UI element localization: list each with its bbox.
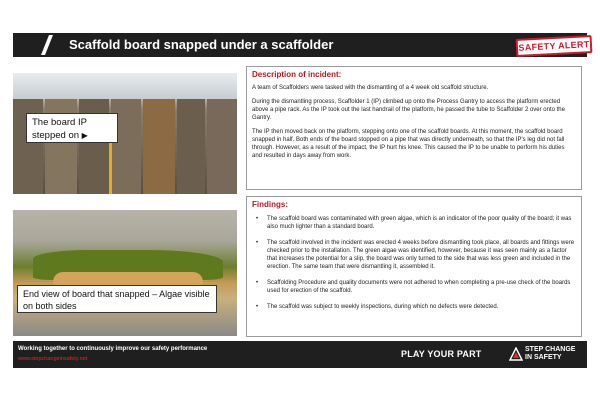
page-title: Scaffold board snapped under a scaffolder bbox=[69, 37, 334, 52]
finding-item: • Scaffolding Procedure and quality documents were not adhered to when completing a pre-use check of the boards used for erection of the scaffold. bbox=[252, 279, 575, 295]
arrow-right-icon: ▶ bbox=[81, 131, 88, 140]
description-paragraph: During the dismantling process, Scaffolder 1 (IP) climbed up onto the Process Gantry to access the platform erected above a pipe rack. As the IP took out the last handrail of the platform, he passed the tube to Scaffolder 2 over onto the Gantry. bbox=[252, 99, 565, 121]
incident-description-panel bbox=[246, 66, 582, 190]
description-paragraph: A team of Scaffolders were tasked with the dismantling of a 4 week old scaffold structure. bbox=[252, 85, 489, 91]
brand-line-1: STEP CHANGE bbox=[525, 346, 576, 353]
play-your-part-slogan: PLAY YOUR PART bbox=[401, 349, 482, 359]
snapped-board-end-photo bbox=[13, 210, 237, 336]
photo-caption-bottom: End view of board that snapped – Algae visible on both sides bbox=[17, 285, 217, 313]
photo-caption-top bbox=[26, 113, 118, 143]
header-bar bbox=[13, 33, 587, 57]
findings-list bbox=[252, 215, 575, 319]
brand-line-2: IN SAFETY bbox=[525, 354, 562, 361]
step-change-logo-icon bbox=[509, 347, 523, 361]
header-slash-icon bbox=[39, 33, 57, 57]
findings-heading: Findings: bbox=[252, 200, 288, 209]
finding-item: • The scaffold involved in the incident was erected 4 weeks before dismantling took place, all boards and fittings were checked prior to the installation. The green algae was identified, however, because it was seen mainly as a factor that increases the potential for a slip, the board was only turned to the side that was less green and included in the erection. The same team that were dismantling it, assembled it. bbox=[252, 239, 575, 271]
footer-tagline: Working together to continuously improve our safety performance bbox=[18, 346, 208, 352]
findings-panel bbox=[246, 196, 582, 337]
description-body bbox=[252, 84, 575, 166]
description-paragraph: The IP then moved back on the platform, stepping onto one of the scaffold boards. At this moment, the scaffold board snapped in half. Both ends of the board stopped on a pipe that was directly underneath, so that the IP's leg did not fall through. However, as a result of the impact, the IP hurt his knee. This caused the IP to be unable to perform his duties and resulted in days away from work. bbox=[252, 129, 565, 159]
footer-bar bbox=[13, 341, 587, 368]
footer-website-link[interactable]: www.stepchangeinsafety.net bbox=[18, 356, 88, 362]
caption-top-text: The board IP stepped on bbox=[32, 117, 87, 141]
step-change-brand bbox=[525, 346, 575, 362]
finding-item: • The scaffold board was contaminated with green algae, which is an indicator of the poor quality of the board; it was also much lighter than a standard board. bbox=[252, 215, 575, 231]
description-heading: Description of incident: bbox=[252, 70, 342, 79]
safety-alert-stamp: SAFETY ALERT bbox=[516, 35, 593, 57]
finding-item: • The scaffold was subject to weekly inspections, during which no defects were detected. bbox=[252, 303, 575, 311]
